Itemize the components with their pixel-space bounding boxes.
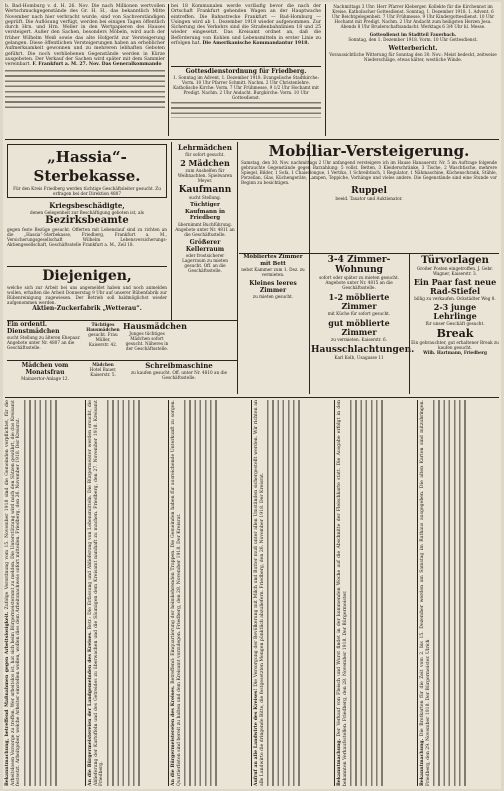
text-filler: [107, 400, 143, 786]
room-body: sofort oder später zu mieten gesucht. Angebote unter Nr. 4815 an die Geschäftsstelle.: [319, 275, 399, 290]
ad-title: Größerer Kellerraum: [185, 238, 225, 253]
small-ad-title: Schreibmaschine: [145, 361, 213, 370]
ad-body: nebst Kammer zum 1. Dez. zu vermieten.: [241, 267, 305, 277]
dienste-body: welche sich zur Arbeit bei uns angemeldet haben und noch anmelden wollen, erhalten die Arbeit Donnerstag 9 Uhr auf unserer Rübenfabrik zur Rübenreinigung zugewiesen. Der Betrieb soll baldmöglichst wieder aufgenommen werden.: [7, 285, 167, 305]
mobiliar-sign2: beeid. Taxator und Auktionator.: [335, 196, 403, 201]
small-ad-2: [85, 322, 121, 358]
dienste-title: Diejenigen,: [42, 268, 132, 284]
beamte-body: gegen feste Bezüge gesucht. Offerten mit Lebenslauf sind zu richten an die „Hassia“-Sterbekasse, Friedberg, Frankfurt a. M., Versicherungsgesellschaft Wilhelm Lebensversicherungs-Aktiengesellschaft, Geschäftsstelle Frankfurt a. M., Zeil 18.: [7, 227, 167, 247]
ad-body: oder frostsicherer Lagerraum zu mieten gesucht. Off. an die Geschäftsstelle.: [182, 252, 228, 273]
ad-title: Tüchtiger Kaufmann in Friedberg: [184, 202, 226, 221]
rotated-column-2: [88, 400, 166, 786]
small-ad-body: Hotel Bauer, Kaiserstr. 5.: [89, 367, 117, 377]
notice-body: Die Brotkarten für die Zeit vom 2. bis 15. Dezember werden am Samstag im Rathaus ausgegeben. Die alten Karten sind mitzubringen. Friedberg, den 29. November 1918. Der Bürgermeister. Ulrich: [420, 400, 431, 786]
dienste-sign: Aktien-Zuckerfabrik „Wetterau“.: [32, 305, 142, 312]
rotated-column-3: [171, 400, 249, 786]
apartment-ads: [174, 144, 236, 360]
lehrling-body: für unser Geschäft gesucht.: [425, 321, 485, 326]
beamte-title: Bezirksbeamte: [45, 215, 129, 226]
notice-title: Bekanntmachung.: [337, 738, 342, 786]
newspaper-page: [3, 2, 501, 789]
church-body: 1. Sonntag im Advent, 1. Dezember 1918. Evangelische Stadtkirche: Vorm. 10 Uhr Pfarrer Schmitt. Nachm. 2 Uhr Christenlehre. Katholische Kirche: Vorm. 7 Uhr Frühmesse, 9 1/2 Uhr Hochamt mit Predigt. Nachm. 2 Uhr Andacht. Burgkirche: Vorm. 10 Uhr Gottesdienst.: [173, 75, 319, 100]
news-text: b. Bad-Homburg v. d. H. 26. Nov. Die nach Millionen wertvollen Wertschmuckgegenstände des Gr. H. H., das bekanntlich Mitte November nach hier verbracht wurde, sind von Sachverständigen geprüft. Die Auflösung verfügt, werden bei einigen Tagen öffentlich durch Hrn. und Hrn. Weller in den Wertpapieren des Hauses versteigert. Außer den Sachen, besonders Möbeln, wird auch der früher Wilhelm Weiß sowie das alte Hofgerät zur Versteigerung gelangen. Diese öffentlichen Versteigerungen haben an erheblicher Aufmerksamkeit gewonnen und zu mehreren lebhaften Geboten geführt. Die noch verbliebenen Gegenstände werden in Kürze ausgeboten. Der Verkauf der Sachen wird später mit dem Sammler vereinbart.: [5, 4, 165, 68]
tuer-title: Türvorlagen: [421, 255, 489, 266]
beamte-intro: Kriegsbeschädigte,: [49, 201, 125, 210]
mobiliar-ad: [239, 142, 499, 252]
small-ad-body: zu kaufen gesucht. Off. unter Nr. 4810 an die Geschäftsstelle.: [130, 370, 228, 380]
church-right-body: Nachmittags 3 Uhr: Herr Pfarrer Kleberger. Kollekte für die Kirchennot im Kreise. Katholischer Gottesdienst. Sonntag, 1. Dezember 1918. 1. Advent. 6 Uhr Beichtgelegenheit. 7 Uhr Frühmesse. 9 Uhr Kindergottesdienst. 10 Uhr Hochamt mit Predigt. Nachm. 2 Uhr Andacht zum heiligsten Herzen Jesu. Abends 8 Uhr Bruderschaftsandacht. Werktags 6 3/4 Uhr hl. Messe.: [331, 4, 495, 29]
small-ad-title: Ein ordentl. Dienstmädchen: [7, 321, 60, 335]
notice-body: Der Verkauf von Fleisch und Wurst findet in der kommenden Woche auf die Abschnitte der Fleischkarte statt. Die Ausgabe erfolgt in den bekannten Verkaufsstellen. Friedberg, den 28. November 1918. Der Bürgermeister.: [337, 400, 348, 786]
text-filler: [184, 400, 220, 786]
break-title: Break: [436, 327, 474, 340]
hassia-ad: [7, 144, 167, 198]
news-text: bei 18 Kommunalen werde vorläufig bevor die nach der Ortschaft Frankfurt gehenden Wagen an der Hauptwache eintreffen. Die Bahnstrecke Frankfurt — Bad-Homburg — Usingen wird ab 1. Dezember 1918 wieder aufgenommen. Zur Sicherung des Verkehrs sind die Straßenbahnlinien 18 und 25 wieder eingesetzt. Das Kreisamt ordnet an, daß die Beförderung von Kohlen und Lebensmitteln in erster Linie zu erfolgen hat.: [171, 4, 321, 47]
small-ad-body: Mainzertor-Anlage 12.: [21, 376, 69, 381]
ad-body: sucht Stellung.: [188, 195, 221, 200]
notice-title: Bekanntmachung.: [420, 738, 425, 786]
apartment-ads-2: [239, 254, 307, 360]
text-filler: [433, 400, 469, 786]
ad-title: Kaufmann: [178, 185, 232, 195]
text-filler: [267, 400, 303, 786]
mobiliar-title: Mobiliar-Versteigerung.: [268, 142, 470, 160]
rotated-column-6: [420, 400, 498, 786]
text-filler: [171, 102, 321, 118]
small-ad-3: [123, 321, 187, 358]
stiefel-body: billig zu verkaufen. Ockstädter Weg 8.: [414, 296, 496, 301]
break-sign: Wilh. Hartmann, Friedberg: [423, 350, 487, 355]
news-dateline: F. Frankfurt a. M. 27. Nov. Das Generalkommando: [32, 62, 162, 68]
hassia-title: „Hassia“-Sterbekasse.: [33, 148, 141, 185]
notice-title: An die Bürgermeistereien der Landgemeinden des Kreises.: [88, 631, 93, 786]
hausschlachtung-sign: Karl Kolb, Usagasse 11: [334, 355, 384, 360]
rotated-column-5: [337, 400, 415, 786]
small-ad-body: gesucht. Frau Müller, Kaiserstr. 42.: [88, 332, 118, 347]
small-ad-body: Junges tüchtiges Mädchen sofort gesucht. Näheres in der Geschäftsstelle.: [125, 331, 169, 351]
room-title: 3-4 Zimmer-Wohnung: [327, 255, 391, 275]
news-item-bahn: [171, 4, 321, 64]
fauerbach-title: Gottesdienst im Stadtteil Fauerbach.: [369, 32, 457, 37]
dienste-ad: [7, 268, 167, 318]
small-ad-6: [7, 362, 83, 396]
text-filler: [350, 400, 386, 786]
hausschlachtung-title: Hausschlachtungen.: [311, 345, 415, 355]
notice-title: Bekanntmachung, betreffend Maßnahmen gegen Arbeitslosigkeit.: [5, 611, 10, 786]
news-sign: Die Amerikanische Kommandantur 1918.: [202, 41, 310, 47]
small-ad-title: Hausmädchen: [123, 321, 187, 331]
text-filler: [24, 400, 60, 786]
small-ad-title: Mädchen vom Monatsfrau: [21, 362, 69, 376]
church-service-block: [171, 68, 321, 136]
room-body: zu vermieten. Kaiserstr. 6.: [330, 337, 387, 342]
right-ads: [411, 255, 499, 393]
ad-title: Kleines leeres Zimmer: [249, 280, 297, 294]
weather-title: Wetterbericht.: [388, 45, 438, 52]
small-ad-5: [123, 362, 235, 396]
beamte-ad: [7, 202, 167, 264]
news-item-homburg: [5, 4, 165, 136]
mobiliar-body: Samstag, den 30. Nov. nachmittags 2 Uhr anfangend versteigere ich im Hause Hanauerstr. Nr. 5 im Auftrage folgende gebrauchte Gegenstände gegen Barzahlung: 5 vollst. Betten, 3 Kleiderschränke, 3 Tische, 2 Waschtische, mehrere Spiegel, Bilder, 1 Sofa, 1 Chaiselongue, 1 Vertiko, 1 Schreibtisch, 1 Regulator, 1 Nähmaschine, Küchenschrank, Stühle, Porzellan, Glas, Küchengeräte, Lampen, Teppiche, Vorhänge und vieles andere. Die Gegenstände sind eine Stunde vor Beginn zu besichtigen.: [241, 160, 497, 185]
ad-title: 2 Mädchen: [180, 158, 230, 168]
text-filler: [5, 70, 165, 110]
hassia-sub: Für den Kreis Friedberg werden tüchtige Geschäftsleiter gesucht. Zu erfragen bei der Direktion 4807: [13, 186, 161, 196]
mobiliar-sign: Ruppel: [351, 186, 387, 196]
church-title: Gottesdienstordnung für Friedberg.: [185, 68, 307, 75]
ad-title: Möbliertes Zimmer mit Bett: [243, 254, 303, 267]
ad-body: übernimmt Buchführung. Angebote unter Nr. 4811 an die Geschäftsstelle.: [175, 221, 235, 237]
fauerbach-body: Sonntag, den 1. Dezember 1918. Vorm. 10 Uhr Gottesdienst.: [348, 37, 478, 42]
rooms-ads: [311, 255, 415, 393]
small-ad-title: Mädchen: [92, 362, 114, 367]
ad-body: zu mieten gesucht.: [252, 294, 294, 299]
room-body: mit Küche für sofort gesucht.: [327, 311, 391, 316]
small-ad-title: Tüchtiges Hausmädchen: [86, 322, 120, 332]
notice-body: Betr.: Die Erfassung und Ablieferung von Lebensmitteln. Die Bürgermeister werden ersucht, die Ablieferung der Kartoffeln und des Getreides zu überwachen und die Säumigen dem Kreisamt namhaft zu machen. Friedberg, den 27. November 1918. Kreisamt Friedberg.: [88, 399, 105, 786]
notice-title: An die Bürgermeistereien des Kreises.: [171, 685, 176, 786]
small-ad-4: [85, 362, 121, 396]
stiefel-title: Ein Paar fast neue Rad-Stiefel: [413, 277, 497, 296]
notice-title: Aufruf an alle Landwirte des Kreises!: [254, 688, 259, 786]
ad-body: zum Aushelfen für Weihnachten. Spielwaren Meyer.: [177, 168, 233, 183]
rotated-column-1: [5, 400, 83, 786]
notice-body: Zufolge Verordnung vom 15. November 1918 sind die Gemeinden verpflichtet, für die Arbeitslosen Vorsorge zu treffen. Wer arbeitslos ist, hat sich beim Bürgermeisteramt zu melden. Die Unterstützung wird nach den Sätzen gewährt, die das Kreisamt festsetzt. Arbeitgeber, welche Arbeiter einstellen wollen, wollen dies dem Arbeitsnachweis sofort mitteilen. Friedberg, den 26. November 1918. Der Kreisrat.: [5, 400, 22, 786]
break-body: Ein gebrauchter, gut erhaltener Break zu kaufen gesucht.: [411, 340, 499, 350]
rotated-column-4: [254, 400, 332, 786]
notice-body: Betreffend: Einquartierung der heimkehrenden Truppen. Die Gemeinden haben für ausreichende Unterkunft zu sorgen. Quartierlisten sind bereit zu halten und dem Kreisamt vorzulegen. Friedberg, den 28. November 1918. Der Kreisrat.: [171, 400, 182, 786]
ad-title: Lehrmädchen: [178, 143, 232, 152]
small-ad-body: sucht Stellung zu älteren Ehepaar. Angebote unter Nr. 4807 an die Geschäftsstelle.: [7, 335, 81, 350]
weather-body: Voraussichtliche Witterung für Sonntag den 30. Nov.: Meist bedeckt, zeitweise Niederschläge, etwas kälter, westliche Winde.: [329, 52, 497, 62]
ad-body: für sofort gesucht.: [185, 152, 225, 157]
room-title: 1-2 möblierte Zimmer: [328, 292, 390, 311]
notice-body: Die Versorgung der Bevölkerung mit Milch und Butter muß unter allen Umständen sichergestellt werden. Wir richten an alle Landwirte die dringende Bitte, die festgesetzten Mengen pünktlich abzuliefern. Friedberg, den 26. November 1918. Der Kreisrat.: [254, 400, 265, 786]
tuer-body: Großer Posten eingetroffen. J. Gebr. Wagner, Kaiserstr. 3.: [416, 266, 494, 276]
small-ad-1: [7, 322, 83, 358]
beamte-intro2: denen Gelegenheit zur Beschäftigung geboten ist, als: [30, 210, 144, 215]
lehrling-title: 2-3 junge Lehrlinge: [433, 302, 477, 321]
church-right-block: [328, 4, 498, 136]
room-title: gut möblierte Zimmer: [328, 318, 390, 337]
